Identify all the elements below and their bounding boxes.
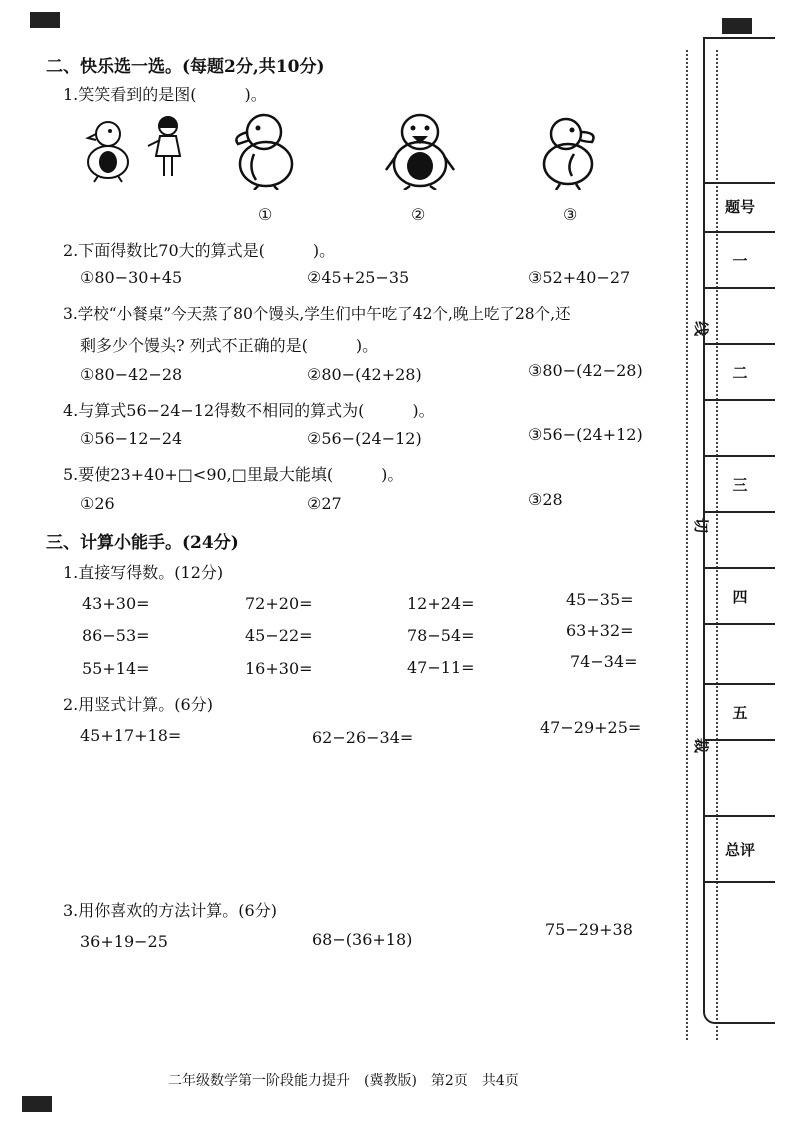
score-row-total-label: 总评 <box>705 815 775 883</box>
picture-label-1: ① <box>258 205 273 224</box>
score-row-2-cell[interactable] <box>705 399 775 457</box>
score-table-header: 题号 <box>705 182 775 231</box>
question-3-line-2: 剩多少个馒头? 列式不正确的是( )。 <box>80 336 379 355</box>
question-2-option-3: ③52+40−27 <box>528 268 631 287</box>
section-2-title: 二、快乐选一选。(每题2分,共10分) <box>46 57 325 77</box>
registration-mark-top-left <box>30 12 60 28</box>
question-2-option-2: ②45+25−35 <box>307 268 410 287</box>
question-4-option-2: ②56−(24−12) <box>307 429 422 448</box>
score-row-1-label: 一 <box>705 231 775 289</box>
calc-2-3: 78−54= <box>407 626 475 645</box>
vertical-calc-3: 47−29+25= <box>540 718 642 737</box>
side-text-qie: 切 <box>692 517 711 534</box>
question-3-option-2: ②80−(42+28) <box>307 365 422 384</box>
calc-2-4: 63+32= <box>566 621 634 640</box>
duck-picture-1 <box>228 110 304 190</box>
question-3-option-1: ①80−42−28 <box>80 365 183 384</box>
vertical-calc-1: 45+17+18= <box>80 726 182 745</box>
side-text-cai: 裁 <box>692 737 711 754</box>
part-2-title: 2.用竖式计算。(6分) <box>63 695 213 714</box>
picture-label-3: ③ <box>563 205 578 224</box>
score-table <box>703 37 775 1024</box>
calc-3-4: 74−34= <box>570 652 638 671</box>
duck-child-picture <box>80 112 200 184</box>
calc-3-2: 16+30= <box>245 659 313 678</box>
calc-2-2: 45−22= <box>245 626 313 645</box>
question-3-option-3: ③80−(42−28) <box>528 361 643 380</box>
calc-1-4: 45−35= <box>566 590 634 609</box>
question-2-option-1: ①80−30+45 <box>80 268 183 287</box>
picture-label-2: ② <box>411 205 426 224</box>
question-1-text: 1.笑笑看到的是图( )。 <box>63 85 267 104</box>
calc-3-3: 47−11= <box>407 658 475 677</box>
calc-1-2: 72+20= <box>245 594 313 613</box>
question-4-option-3: ③56−(24+12) <box>528 425 643 444</box>
score-row-3-cell[interactable] <box>705 511 775 569</box>
score-row-3-label: 三 <box>705 455 775 513</box>
method-calc-1: 36+19−25 <box>80 932 168 951</box>
method-calc-3: 75−29+38 <box>545 920 633 939</box>
side-text-xian: 线 <box>692 320 711 337</box>
score-row-4-label: 四 <box>705 567 775 625</box>
part-1-title: 1.直接写得数。(12分) <box>63 563 224 582</box>
duck-picture-3 <box>536 114 606 190</box>
part-3-title: 3.用你喜欢的方法计算。(6分) <box>63 901 277 920</box>
question-5-text: 5.要使23+40+□<90,□里最大能填( )。 <box>63 465 404 484</box>
question-5-option-1: ①26 <box>80 494 115 513</box>
cut-line-dotted <box>686 50 688 1040</box>
score-row-4-cell[interactable] <box>705 623 775 683</box>
question-5-option-2: ②27 <box>307 494 342 513</box>
score-row-1-cell[interactable] <box>705 287 775 345</box>
page-footer: 二年级数学第一阶段能力提升 (冀教版) 第2页 共4页 <box>168 1073 519 1089</box>
method-calc-2: 68−(36+18) <box>312 930 413 949</box>
score-row-5-label: 五 <box>705 683 775 741</box>
question-4-text: 4.与算式56−24−12得数不相同的算式为( )。 <box>63 401 435 420</box>
calc-1-1: 43+30= <box>82 594 150 613</box>
score-row-total-cell[interactable] <box>705 881 775 1024</box>
section-3-title: 三、计算小能手。(24分) <box>46 533 239 553</box>
calc-3-1: 55+14= <box>82 659 150 678</box>
score-row-2-label: 二 <box>705 343 775 401</box>
duck-picture-2 <box>382 110 458 190</box>
question-2-text: 2.下面得数比70大的算式是( )。 <box>63 241 336 260</box>
calc-2-1: 86−53= <box>82 626 150 645</box>
question-5-option-3: ③28 <box>528 490 563 509</box>
calc-1-3: 12+24= <box>407 594 475 613</box>
registration-mark-bottom-left <box>22 1096 52 1112</box>
score-row-5-cell[interactable] <box>705 739 775 817</box>
question-4-option-1: ①56−12−24 <box>80 429 183 448</box>
vertical-calc-2: 62−26−34= <box>312 728 414 747</box>
question-3-line-1: 3.学校“小餐桌”今天蒸了80个馒头,学生们中午吃了42个,晚上吃了28个,还 <box>63 305 571 323</box>
registration-mark-top-right <box>722 18 752 34</box>
